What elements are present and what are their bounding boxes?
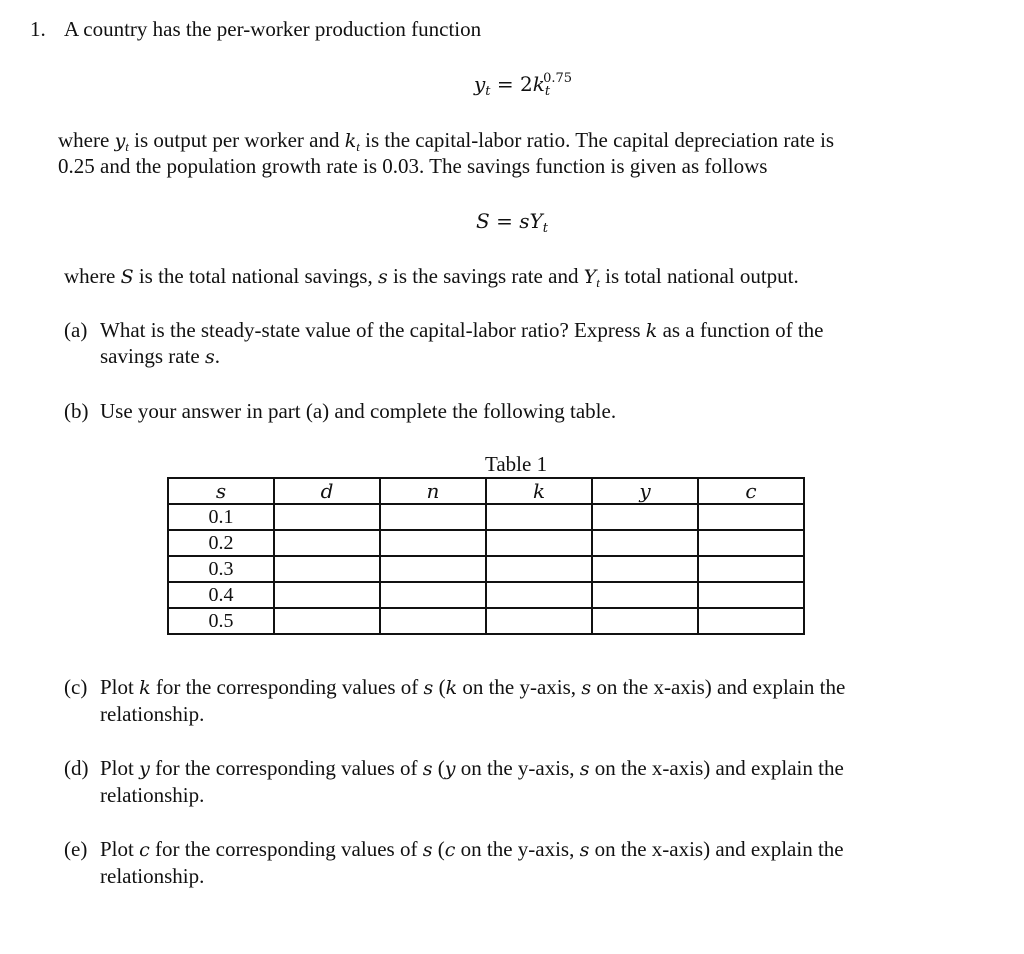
paragraph-1-line-1	[58, 127, 834, 156]
cell-c[interactable]	[698, 582, 804, 608]
cell-d[interactable]	[274, 504, 380, 530]
part-c-var-1: k	[139, 677, 151, 699]
p1-var-k-sub: t	[356, 139, 360, 154]
eq1-equals: =	[496, 72, 514, 96]
part-c-line-2: relationship.	[100, 702, 205, 726]
part-d-line-1	[100, 755, 844, 782]
cell-y[interactable]	[592, 582, 698, 608]
part-c-var-2: s	[423, 677, 434, 699]
part-e-text-b: for the corresponding values of	[149, 837, 423, 861]
cell-n[interactable]	[380, 608, 486, 634]
eq1-lhs-sub: t	[485, 84, 491, 99]
part-d-text-c: (	[432, 756, 445, 780]
part-a-text-a: What is the steady-state value of the capital-labor ratio? Express	[100, 318, 646, 342]
cell-y[interactable]	[592, 608, 698, 634]
cell-c[interactable]	[698, 504, 804, 530]
p2-text-a: where	[64, 264, 121, 288]
cell-d[interactable]	[274, 556, 380, 582]
p1-text-c: is the capital-labor ratio. The capital depreciation rate is	[359, 128, 835, 152]
cell-n[interactable]	[380, 582, 486, 608]
header-s: s	[168, 478, 274, 504]
cell-d[interactable]	[274, 608, 380, 634]
part-c-text-a: Plot	[100, 675, 140, 699]
part-d-text-e: on the x-axis) and explain the	[589, 756, 844, 780]
cell-k[interactable]	[486, 608, 592, 634]
table-caption: Table 1	[485, 452, 548, 476]
part-c-var-4: s	[581, 677, 592, 699]
eq1-coef: 2	[519, 72, 533, 96]
table-row	[168, 608, 804, 634]
part-e-label: (e)	[64, 837, 88, 861]
eq2-equals: =	[496, 209, 513, 233]
cell-n[interactable]	[380, 556, 486, 582]
part-c-line-1	[100, 674, 845, 701]
header-c: c	[698, 478, 804, 504]
eq2-Y: Y	[529, 209, 543, 233]
table-row	[168, 556, 804, 582]
part-c-text-e: on the x-axis) and explain the	[591, 675, 846, 699]
part-c-text-c: (	[433, 675, 446, 699]
production-function-equation	[0, 71, 1024, 99]
cell-s: 0.4	[168, 582, 274, 608]
header-n: n	[380, 478, 486, 504]
cell-s: 0.3	[168, 556, 274, 582]
cell-s: 0.1	[168, 504, 274, 530]
table-row	[168, 504, 804, 530]
part-d-text-b: for the corresponding values of	[149, 756, 423, 780]
part-e-text-e: on the x-axis) and explain the	[589, 837, 844, 861]
part-c-text-d: on the y-axis,	[457, 675, 582, 699]
part-e-text-d: on the y-axis,	[455, 837, 580, 861]
part-e-var-1: c	[139, 839, 150, 861]
question-number: 1.	[30, 17, 46, 41]
p1-text-b: is output per worker and	[128, 128, 345, 152]
header-d: d	[274, 478, 380, 504]
part-d-var-1: y	[139, 758, 150, 780]
cell-k[interactable]	[486, 556, 592, 582]
p1-var-y-sub: t	[125, 139, 129, 154]
cell-y[interactable]	[592, 530, 698, 556]
part-c-label: (c)	[64, 675, 88, 699]
eq2-Y-sub: t	[542, 221, 548, 236]
table-row	[168, 530, 804, 556]
cell-y[interactable]	[592, 504, 698, 530]
part-d-text-d: on the y-axis,	[455, 756, 580, 780]
p2-text-c: is the savings rate and	[387, 264, 584, 288]
cell-s: 0.2	[168, 530, 274, 556]
p2-var-S: S	[120, 266, 134, 288]
part-e-var-2: s	[422, 839, 433, 861]
eq2-lhs: S	[476, 209, 490, 233]
part-e-line-1	[100, 836, 844, 863]
table-row	[168, 582, 804, 608]
p2-var-Y: Y	[583, 266, 597, 288]
header-k: k	[486, 478, 592, 504]
eq1-exponent: 0.75	[543, 71, 573, 86]
part-c-var-3: k	[445, 677, 458, 699]
part-e-line-2: relationship.	[100, 864, 205, 888]
cell-k[interactable]	[486, 504, 592, 530]
part-c-text-b: for the corresponding values of	[150, 675, 424, 699]
part-d-var-2: s	[422, 758, 433, 780]
cell-c[interactable]	[698, 608, 804, 634]
part-a-line-1	[100, 317, 824, 344]
part-e-text-a: Plot	[100, 837, 140, 861]
part-e-var-4: s	[579, 839, 590, 861]
part-d-text-a: Plot	[100, 756, 140, 780]
p2-var-s: s	[377, 266, 388, 288]
steady-state-table	[167, 477, 805, 635]
paragraph-1-line-2: 0.25 and the population growth rate is 0.03. The savings function is given as follows	[58, 154, 768, 178]
part-a-var-k: k	[645, 320, 658, 342]
cell-s: 0.5	[168, 608, 274, 634]
eq1-var: k	[532, 72, 545, 96]
paragraph-2	[64, 263, 799, 292]
p2-text-b: is the total national savings,	[133, 264, 378, 288]
header-y: y	[592, 478, 698, 504]
part-d-label: (d)	[64, 756, 89, 780]
part-b-text: Use your answer in part (a) and complete the following table.	[100, 399, 617, 423]
savings-function-equation	[0, 209, 1024, 236]
part-a-var-s: s	[204, 346, 215, 368]
eq1-lhs: y	[473, 72, 486, 96]
p2-var-Y-sub: t	[596, 275, 600, 290]
table-header-row	[168, 478, 804, 504]
cell-d[interactable]	[274, 582, 380, 608]
cell-n[interactable]	[380, 504, 486, 530]
part-a-period: .	[214, 344, 220, 368]
p2-text-d: is total national output.	[599, 264, 799, 288]
cell-n[interactable]	[380, 530, 486, 556]
part-e-var-3: c	[444, 839, 456, 861]
p1-text-a: where	[58, 128, 115, 152]
cell-d[interactable]	[274, 530, 380, 556]
part-e-text-c: (	[432, 837, 445, 861]
cell-k[interactable]	[486, 530, 592, 556]
cell-k[interactable]	[486, 582, 592, 608]
part-a-text-b: as a function of the	[657, 318, 824, 342]
eq1-var-sub: t	[544, 84, 551, 99]
part-d-line-2: relationship.	[100, 783, 205, 807]
p1-var-k: k	[344, 130, 357, 152]
part-a-text-c: savings rate	[100, 344, 205, 368]
cell-y[interactable]	[592, 556, 698, 582]
p1-var-y: y	[114, 130, 126, 152]
part-b-label: (b)	[64, 399, 89, 423]
question-intro: A country has the per-worker production function	[64, 17, 482, 41]
part-d-var-4: s	[579, 758, 590, 780]
part-a-line-2	[100, 343, 220, 370]
eq2-s: s	[519, 209, 530, 233]
part-a-label: (a)	[64, 318, 88, 342]
cell-c[interactable]	[698, 530, 804, 556]
part-d-var-3: y	[444, 758, 456, 780]
cell-c[interactable]	[698, 556, 804, 582]
